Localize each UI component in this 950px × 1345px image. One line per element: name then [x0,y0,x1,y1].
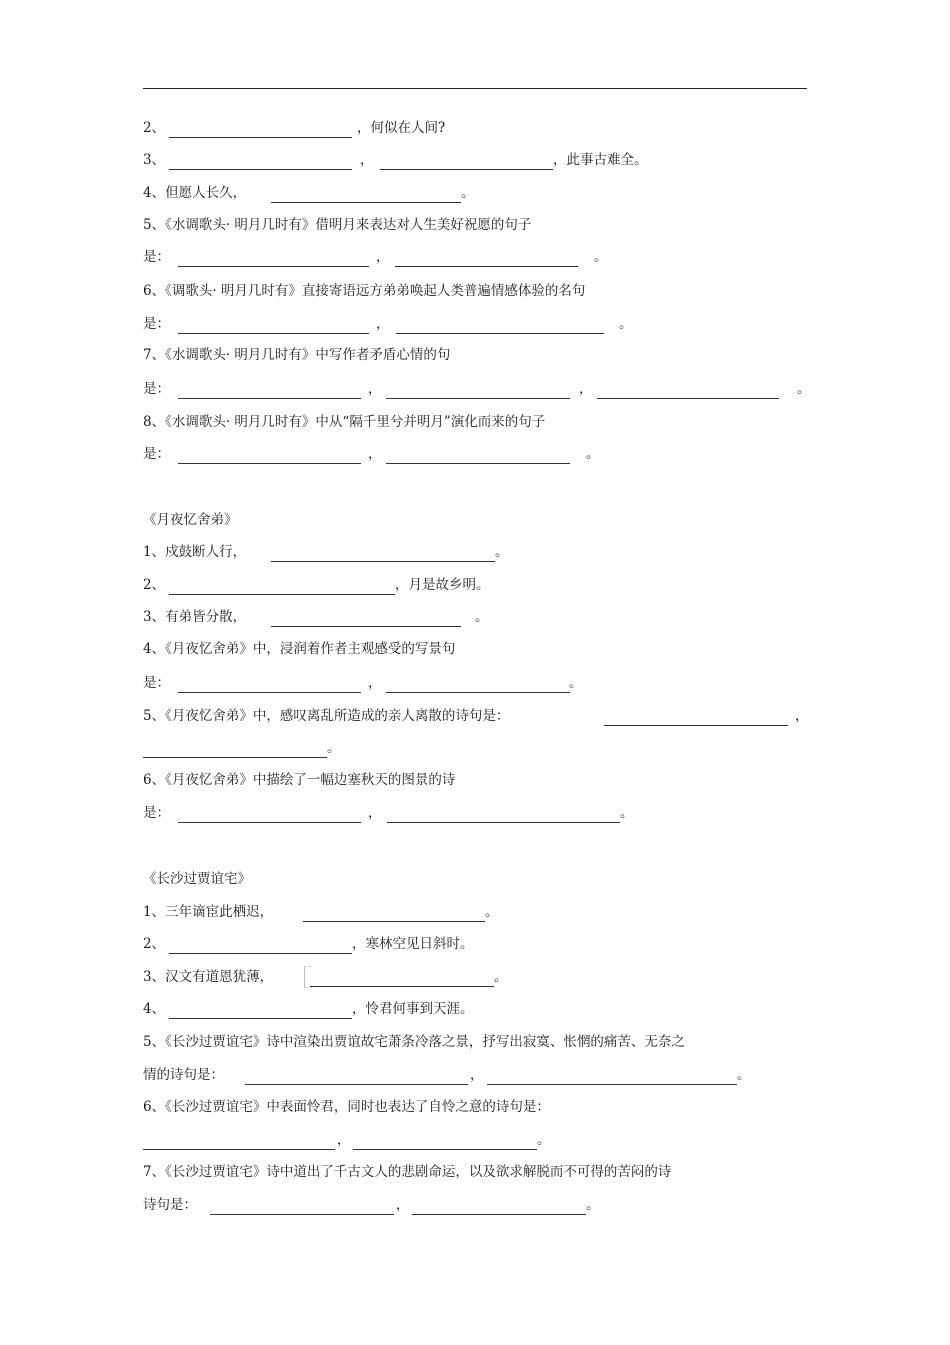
period: 。 [620,805,634,821]
poem-title: 《月夜忆舍弟》 [143,512,238,528]
period: 。 [327,740,341,756]
item-number: 3、 [143,152,166,168]
period: 。 [619,316,633,332]
answer-blank[interactable] [353,1149,537,1150]
answer-blank[interactable] [386,398,570,399]
answer-blank[interactable] [487,1084,737,1085]
item-text: ，月是故乡明。 [395,577,490,593]
item-text: ，寒林空见日斜时。 [352,936,474,952]
answer-blank[interactable] [178,333,369,334]
item-text: 1、三年谪宦此栖迟， [143,904,274,920]
question-text: 6、《长沙过贾谊宅》中表面怜君，同时也表达了自怜之意的诗句是： [143,1099,550,1115]
answer-blank[interactable] [604,725,788,726]
answer-prefix: 情的诗句是： [143,1067,224,1083]
answer-prefix: 诗句是： [143,1197,197,1213]
question-text: 6、《调歌头· 明月几时有》直接寄语远方弟弟唤起人类普遍情感体验的名句 [143,283,586,299]
question-text: 7、《长沙过贾谊宅》诗中道出了千古文人的悲剧命运，以及欲求解脱而不可得的苦闷的诗 [143,1164,672,1180]
item-text: ，怜君何事到天涯。 [352,1001,474,1017]
period: 。 [475,609,489,625]
comma: ， [337,1132,351,1148]
comma: ， [470,1067,484,1083]
item-number: 2、 [143,936,166,952]
answer-blank[interactable] [395,266,578,267]
answer-blank[interactable] [169,953,352,954]
comma: ， [376,249,390,265]
answer-blank[interactable] [380,169,553,170]
comma: ， [795,708,809,724]
question-text: 4、《月夜忆舍弟》中，浸润着作者主观感受的写景句 [143,641,456,657]
header-rule [143,88,807,89]
item-text: ，此事古难全。 [553,152,648,168]
answer-blank[interactable] [169,137,352,138]
question-text: 5、《水调歌头· 明月几时有》借明月来表达对人生美好祝愿的句子 [143,217,532,233]
item-number: 4、 [143,1001,166,1017]
period: 。 [737,1067,751,1083]
answer-blank[interactable] [386,692,570,693]
answer-blank[interactable] [271,561,495,562]
question-text: 7、《水调歌头· 明月几时有》中写作者矛盾心情的句 [143,347,451,363]
poem-title: 《长沙过贾谊宅》 [143,871,251,887]
item-text: 3、汉文有道恩犹薄， [143,969,274,985]
answer-blank[interactable] [412,1214,586,1215]
answer-blank[interactable] [271,202,461,203]
item-text: 1、戍鼓断人行， [143,544,247,560]
answer-blank[interactable] [143,1149,335,1150]
answer-prefix: 是： [143,249,170,265]
answer-blank[interactable] [271,626,461,627]
answer-prefix: 是： [143,675,170,691]
answer-blank[interactable] [396,333,604,334]
period: 。 [485,904,499,920]
answer-blank[interactable] [597,398,779,399]
answer-blank[interactable] [169,1018,352,1019]
question-text: 6、《月夜忆舍弟》中描绘了一幅边塞秋天的图景的诗 [143,772,456,788]
comma: ， [376,316,390,332]
comma: ， [368,805,382,821]
comma: ， [396,1197,410,1213]
comma: ， [360,152,374,168]
cursor-marker [304,966,312,988]
comma: ， [368,381,382,397]
answer-prefix: 是： [143,381,170,397]
item-text: ，何似在人间? [357,120,446,136]
period: 。 [494,969,508,985]
period: 。 [797,381,811,397]
answer-blank[interactable] [169,594,395,595]
answer-blank[interactable] [178,398,361,399]
answer-blank[interactable] [178,822,361,823]
item-text: 4、但愿人长久， [143,185,247,201]
answer-prefix: 是： [143,446,170,462]
period: 。 [537,1132,551,1148]
answer-blank[interactable] [386,463,570,464]
answer-prefix: 是： [143,805,170,821]
item-number: 2、 [143,577,166,593]
item-text: 3、有弟皆分散， [143,609,247,625]
answer-blank[interactable] [303,921,485,922]
period: 。 [594,249,608,265]
comma: ， [368,675,382,691]
comma: ， [368,446,382,462]
period: 。 [586,446,600,462]
period: 。 [461,185,475,201]
question-text: 5、《长沙过贾谊宅》诗中渲染出贾谊故宅萧条冷落之景，抒写出寂寞、怅惘的痛苦、无奈之 [143,1034,685,1050]
answer-blank[interactable] [169,169,352,170]
answer-blank[interactable] [178,692,361,693]
answer-blank[interactable] [178,266,369,267]
item-number: 2、 [143,120,166,136]
question-text: 5、《月夜忆舍弟》中，感叹离乱所造成的亲人离散的诗句是： [143,708,510,724]
answer-blank[interactable] [178,463,361,464]
answer-blank[interactable] [210,1214,394,1215]
period: 。 [569,675,583,691]
period: 。 [586,1197,600,1213]
period: 。 [495,544,509,560]
comma: ， [579,381,593,397]
answer-blank[interactable] [387,822,620,823]
answer-blank[interactable] [143,757,327,758]
answer-prefix: 是： [143,316,170,332]
answer-blank[interactable] [310,986,494,987]
question-text: 8、《水调歌头· 明月几时有》中从“隔千里兮并明月”演化而来的句子 [143,414,546,430]
answer-blank[interactable] [245,1084,468,1085]
